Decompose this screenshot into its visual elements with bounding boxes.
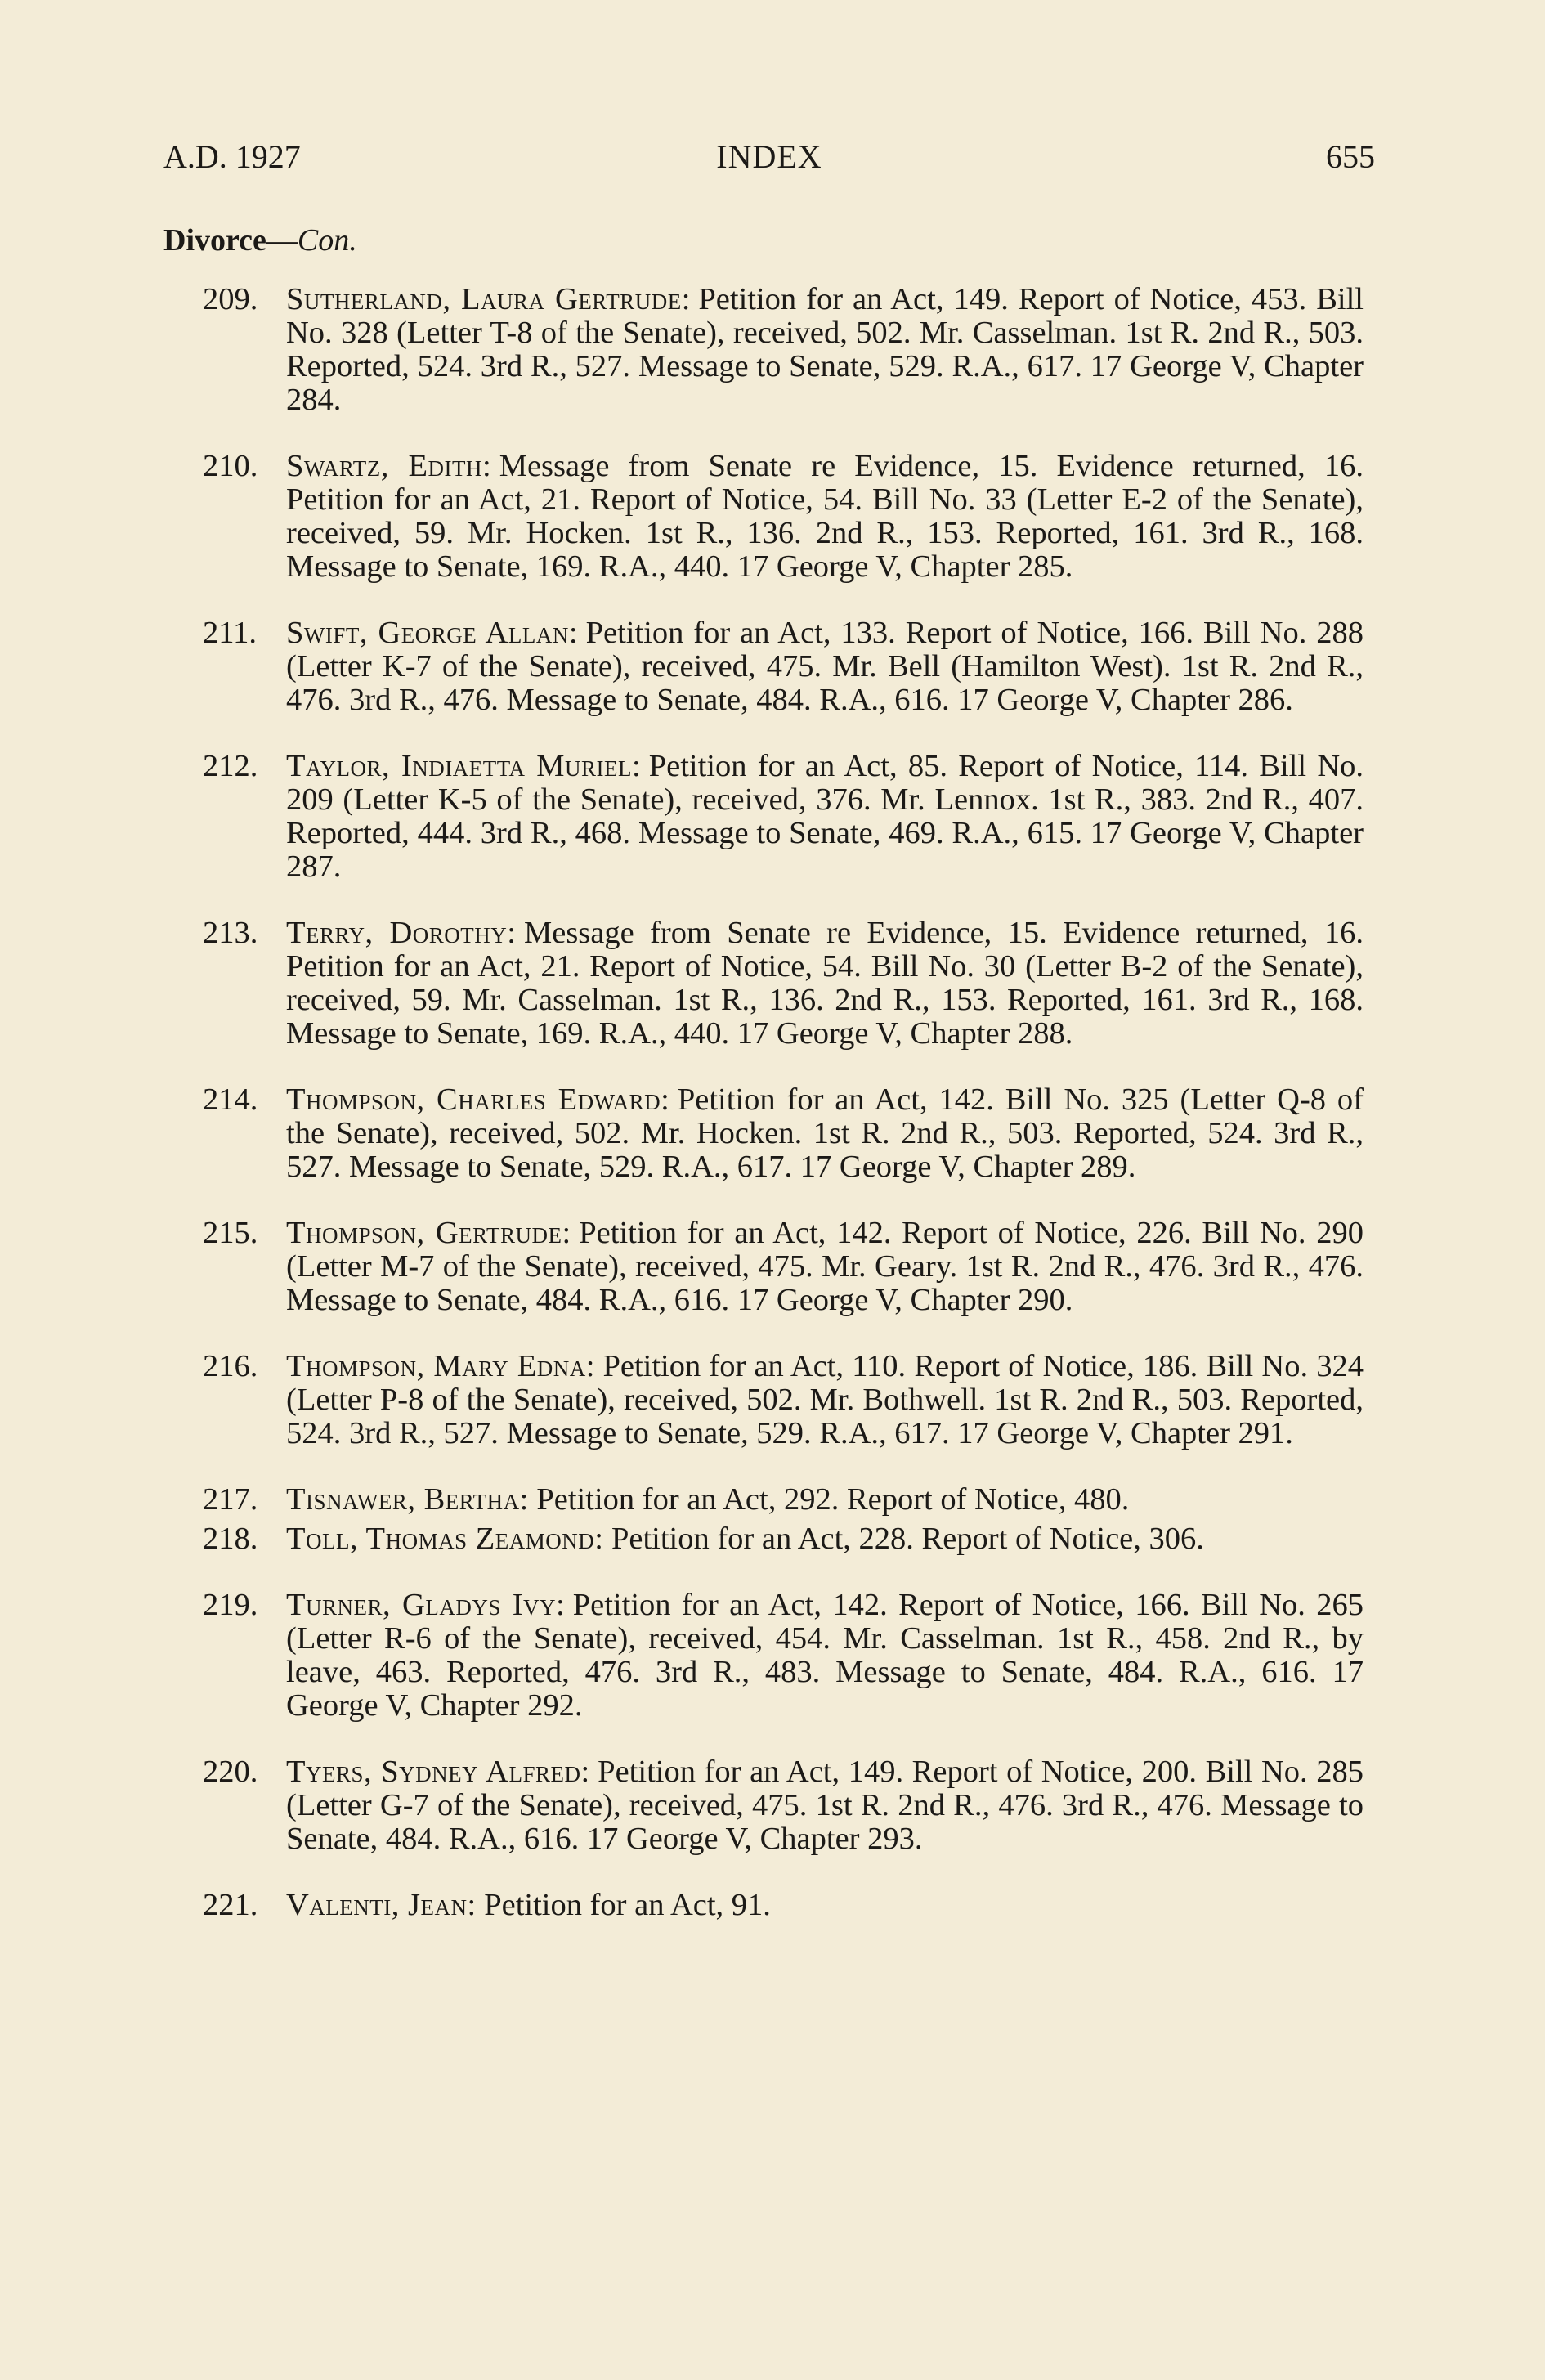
section-title: Divorce bbox=[163, 223, 266, 258]
section-continued: Con. bbox=[297, 223, 357, 258]
entry-text: Message from Senate re Evidence, 15. Evidence returned, 16. Petition for an Act, 21. Report of Notice, 54. Bill No. 33 (Letter E-2 of the Senate), received, 59. Mr. Hocken. 1st R., 136. 2nd R., 153. Reported, 161. 3rd R., 168. Message to Senate, 169. R.A., 440. 17 George V, Chapter 285. bbox=[286, 449, 1364, 584]
running-head-year: A.D. 1927 bbox=[163, 138, 301, 175]
index-entry: 218. Toll, Thomas Zeamond: Petition for an Act, 228. Report of Notice, 306. bbox=[203, 1522, 1204, 1556]
index-entry: 219. Turner, Gladys Ivy: Petition for an Act, 142. Report of Notice, 166. Bill No. 265 (Letter R-6 of the Senate), received, 454. Mr. Casselman. 1st R., 458. 2nd R., by leave, 463. Reported, 476. 3rd R., 483. Message to Senate, 484. R.A., 616. 17 George V, Chapter 292. bbox=[203, 1588, 1364, 1723]
entry-number: 219. bbox=[203, 1588, 258, 1622]
entry-name: Swift, George Allan bbox=[286, 616, 569, 650]
entry-text: Message from Senate re Evidence, 15. Evidence returned, 16. Petition for an Act, 21. Report of Notice, 54. Bill No. 30 (Letter B-2 of the Senate), received, 59. Mr. Casselman. 1st R., 136. 2nd R., 153. Reported, 161. 3rd R., 168. Message to Senate, 169. R.A., 440. 17 George V, Chapter 288. bbox=[286, 916, 1364, 1051]
entry-name: Thompson, Gertrude bbox=[286, 1216, 562, 1250]
entry-number: 214. bbox=[203, 1082, 258, 1117]
entry-name: Toll, Thomas Zeamond bbox=[286, 1522, 595, 1556]
index-entry: 214. Thompson, Charles Edward: Petition for an Act, 142. Bill No. 325 (Letter Q-8 of the Senate), received, 502. Mr. Hocken. 1st R. 2nd R., 503. Reported, 524. 3rd R., 527. Message to Senate, 529. R.A., 617. 17 George V, Chapter 289. bbox=[203, 1082, 1364, 1184]
index-entry: 211. Swift, George Allan: Petition for an Act, 133. Report of Notice, 166. Bill No. 288 (Letter K-7 of the Senate), received, 475. Mr. Bell (Hamilton West). 1st R. 2nd R., 476. 3rd R., 476. Message to Senate, 484. R.A., 616. 17 George V, Chapter 286. bbox=[203, 616, 1364, 717]
entry-text: Petition for an Act, 142. Report of Notice, 226. Bill No. 290 (Letter M-7 of the Senate), received, 475. Mr. Geary. 1st R. 2nd R., 476. 3rd R., 476. Message to Senate, 484. R.A., 616. 17 George V, Chapter 290. bbox=[286, 1216, 1364, 1317]
index-entry: 210. Swartz, Edith: Message from Senate re Evidence, 15. Evidence returned, 16. Petition for an Act, 21. Report of Notice, 54. Bill No. 33 (Letter E-2 of the Senate), received, 59. Mr. Hocken. 1st R., 136. 2nd R., 153. Reported, 161. 3rd R., 168. Message to Senate, 169. R.A., 440. 17 George V, Chapter 285. bbox=[203, 449, 1364, 584]
entry-number: 218. bbox=[203, 1522, 258, 1556]
entry-number: 209. bbox=[203, 282, 258, 316]
entry-text: Petition for an Act, 292. Report of Notice, 480. bbox=[536, 1482, 1130, 1517]
entry-text: Petition for an Act, 228. Report of Notice, 306. bbox=[611, 1522, 1204, 1556]
entry-name: Valenti, Jean bbox=[286, 1888, 468, 1922]
entry-text: Petition for an Act, 149. Report of Notice, 200. Bill No. 285 (Letter G-7 of the Senate), received, 475. 1st R. 2nd R., 476. 3rd R., 476. Message to Senate, 484. R.A., 616. 17 George V, Chapter 293. bbox=[286, 1755, 1364, 1856]
index-entry: 212. Taylor, Indiaetta Muriel: Petition for an Act, 85. Report of Notice, 114. Bill No. 209 (Letter K-5 of the Senate), received, 376. Mr. Lennox. 1st R., 383. 2nd R., 407. Reported, 444. 3rd R., 468. Message to Senate, 469. R.A., 615. 17 George V, Chapter 287. bbox=[203, 749, 1364, 884]
index-entry: 213. Terry, Dorothy: Message from Senate re Evidence, 15. Evidence returned, 16. Petition for an Act, 21. Report of Notice, 54. Bill No. 30 (Letter B-2 of the Senate), received, 59. Mr. Casselman. 1st R., 136. 2nd R., 153. Reported, 161. 3rd R., 168. Message to Senate, 169. R.A., 440. 17 George V, Chapter 288. bbox=[203, 916, 1364, 1051]
index-entry: 220. Tyers, Sydney Alfred: Petition for an Act, 149. Report of Notice, 200. Bill No. 285 (Letter G-7 of the Senate), received, 475. 1st R. 2nd R., 476. 3rd R., 476. Message to Senate, 484. R.A., 616. 17 George V, Chapter 293. bbox=[203, 1755, 1364, 1856]
entry-number: 220. bbox=[203, 1755, 258, 1789]
entry-text: Petition for an Act, 85. Report of Notice, 114. Bill No. 209 (Letter K-5 of the Senate), received, 376. Mr. Lennox. 1st R., 383. 2nd R., 407. Reported, 444. 3rd R., 468. Message to Senate, 469. R.A., 615. 17 George V, Chapter 287. bbox=[286, 749, 1364, 884]
running-head-title: INDEX bbox=[716, 138, 822, 175]
index-entry: 221. Valenti, Jean: Petition for an Act, 91. bbox=[203, 1888, 771, 1922]
entry-number: 210. bbox=[203, 449, 258, 483]
entry-text: Petition for an Act, 91. bbox=[484, 1888, 771, 1922]
entry-name: Tyers, Sydney Alfred bbox=[286, 1755, 581, 1789]
index-entry: 215. Thompson, Gertrude: Petition for an Act, 142. Report of Notice, 226. Bill No. 290 (Letter M-7 of the Senate), received, 475. Mr. Geary. 1st R. 2nd R., 476. 3rd R., 476. Message to Senate, 484. R.A., 616. 17 George V, Chapter 290. bbox=[203, 1216, 1364, 1317]
page-number: 655 bbox=[1326, 138, 1375, 175]
entry-number: 212. bbox=[203, 749, 258, 783]
entry-number: 211. bbox=[203, 616, 257, 650]
running-head bbox=[163, 137, 1375, 186]
entry-name: Thompson, Mary Edna bbox=[286, 1349, 586, 1383]
entry-number: 221. bbox=[203, 1888, 258, 1922]
entry-text: Petition for an Act, 149. Report of Notice, 453. Bill No. 328 (Letter T-8 of the Senate), received, 502. Mr. Casselman. 1st R. 2nd R., 503. Reported, 524. 3rd R., 527. Message to Senate, 529. R.A., 617. 17 George V, Chapter 284. bbox=[286, 282, 1364, 417]
entry-name: Taylor, Indiaetta Muriel bbox=[286, 749, 633, 783]
index-entry: 216. Thompson, Mary Edna: Petition for an Act, 110. Report of Notice, 186. Bill No. 324 (Letter P-8 of the Senate), received, 502. Mr. Bothwell. 1st R. 2nd R., 503. Reported, 524. 3rd R., 527. Message to Senate, 529. R.A., 617. 17 George V, Chapter 291. bbox=[203, 1349, 1364, 1450]
index-entry: 217. Tisnawer, Bertha: Petition for an Act, 292. Report of Notice, 480. bbox=[203, 1482, 1130, 1517]
entry-name: Turner, Gladys Ivy bbox=[286, 1588, 557, 1622]
entry-text: Petition for an Act, 142. Bill No. 325 (Letter Q-8 of the Senate), received, 502. Mr. Hocken. 1st R. 2nd R., 503. Reported, 524. 3rd R., 527. Message to Senate, 529. R.A., 617. 17 George V, Chapter 289. bbox=[286, 1082, 1364, 1184]
entry-number: 216. bbox=[203, 1349, 258, 1383]
entry-name: Sutherland, Laura Gertrude bbox=[286, 282, 682, 316]
entry-number: 217. bbox=[203, 1482, 258, 1517]
entry-name: Tisnawer, Bertha bbox=[286, 1482, 520, 1517]
entry-number: 213. bbox=[203, 916, 258, 950]
index-entry: 209. Sutherland, Laura Gertrude: Petition for an Act, 149. Report of Notice, 453. Bill No. 328 (Letter T-8 of the Senate), received, 502. Mr. Casselman. 1st R. 2nd R., 503. Reported, 524. 3rd R., 527. Message to Senate, 529. R.A., 617. 17 George V, Chapter 284. bbox=[203, 282, 1364, 417]
entry-name: Swartz, Edith bbox=[286, 449, 483, 483]
entry-number: 215. bbox=[203, 1216, 258, 1250]
section-dash: — bbox=[266, 223, 298, 258]
index-entries bbox=[0, 283, 1545, 1922]
entry-name: Thompson, Charles Edward bbox=[286, 1082, 661, 1117]
entry-text: Petition for an Act, 142. Report of Notice, 166. Bill No. 265 (Letter R-6 of the Senate), received, 454. Mr. Casselman. 1st R., 458. 2nd R., by leave, 463. Reported, 476. 3rd R., 483. Message to Senate, 484. R.A., 616. 17 George V, Chapter 292. bbox=[286, 1588, 1364, 1723]
section-heading bbox=[163, 222, 357, 258]
entry-name: Terry, Dorothy bbox=[286, 916, 508, 950]
entry-text: Petition for an Act, 110. Report of Notice, 186. Bill No. 324 (Letter P-8 of the Senate), received, 502. Mr. Bothwell. 1st R. 2nd R., 503. Reported, 524. 3rd R., 527. Message to Senate, 529. R.A., 617. 17 George V, Chapter 291. bbox=[286, 1349, 1364, 1450]
entry-text: Petition for an Act, 133. Report of Notice, 166. Bill No. 288 (Letter K-7 of the Senate), received, 475. Mr. Bell (Hamilton West). 1st R. 2nd R., 476. 3rd R., 476. Message to Senate, 484. R.A., 616. 17 George V, Chapter 286. bbox=[286, 616, 1364, 717]
